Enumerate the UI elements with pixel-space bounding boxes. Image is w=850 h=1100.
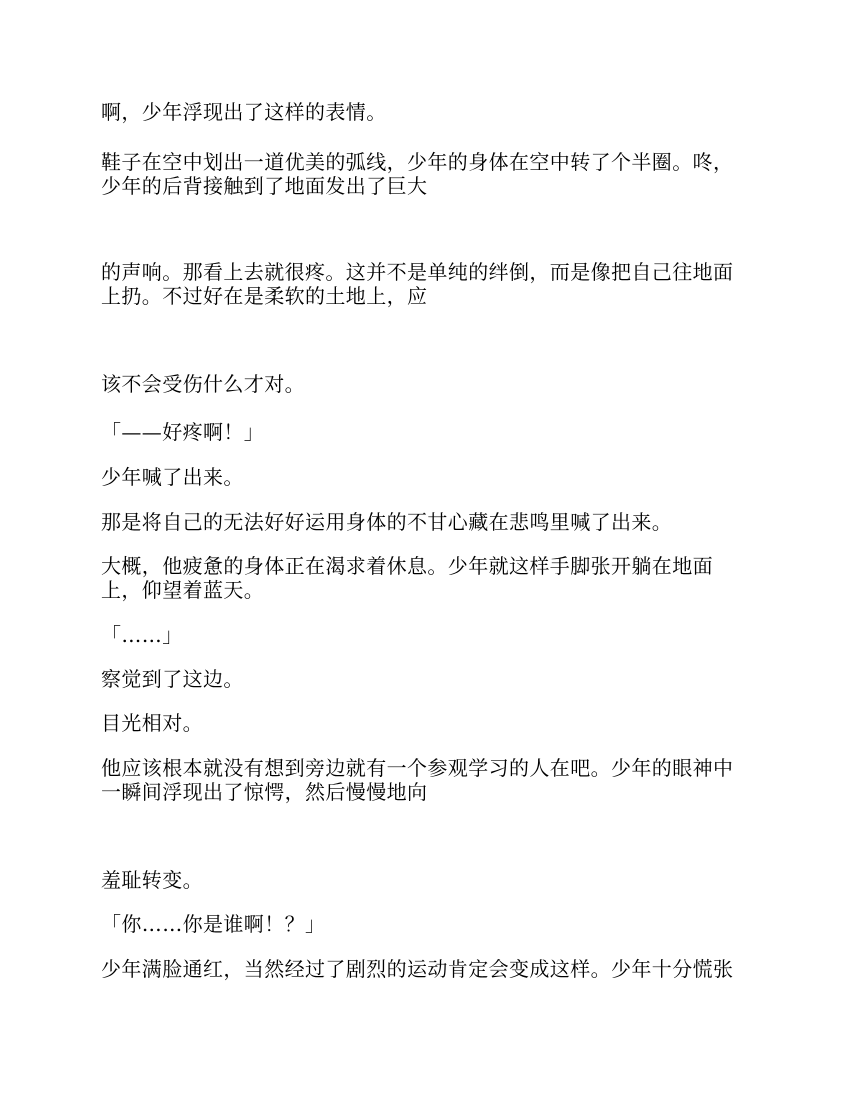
paragraph: 的声响。那看上去就很疼。这并不是单纯的绊倒，而是像把自己往地面上扔。不过好在是柔软的土地上，应 [101,260,734,308]
paragraph: 那是将自己的无法好好运用身体的不甘心藏在悲鸣里喊了出来。 [101,510,673,534]
paragraph: 少年喊了出来。 [101,465,244,489]
paragraph: 「……」 [101,623,183,647]
document-page [101,0,751,1100]
paragraph: 他应该根本就没有想到旁边就有一个参观学习的人在吧。少年的眼神中一瞬间浮现出了惊愕，然后慢慢地向 [101,756,734,804]
paragraph: 「你……你是谁啊！？」 [101,912,326,936]
paragraph: 目光相对。 [101,711,203,735]
paragraph: 大概，他疲惫的身体正在渴求着休息。少年就这样手脚张开躺在地面上，仰望着蓝天。 [101,554,713,602]
paragraph: 啊，少年浮现出了这样的表情。 [101,100,387,124]
paragraph: 「——好疼啊！」 [101,420,265,444]
paragraph: 羞耻转变。 [101,868,203,892]
paragraph: 少年满脸通红，当然经过了剧烈的运动肯定会变成这样。少年十分慌张 [101,957,734,981]
paragraph: 察觉到了这边。 [101,667,244,691]
paragraph: 鞋子在空中划出一道优美的弧线，少年的身体在空中转了个半圈。咚，少年的后背接触到了地面发出了巨大 [101,150,734,198]
paragraph: 该不会受伤什么才对。 [101,372,305,396]
